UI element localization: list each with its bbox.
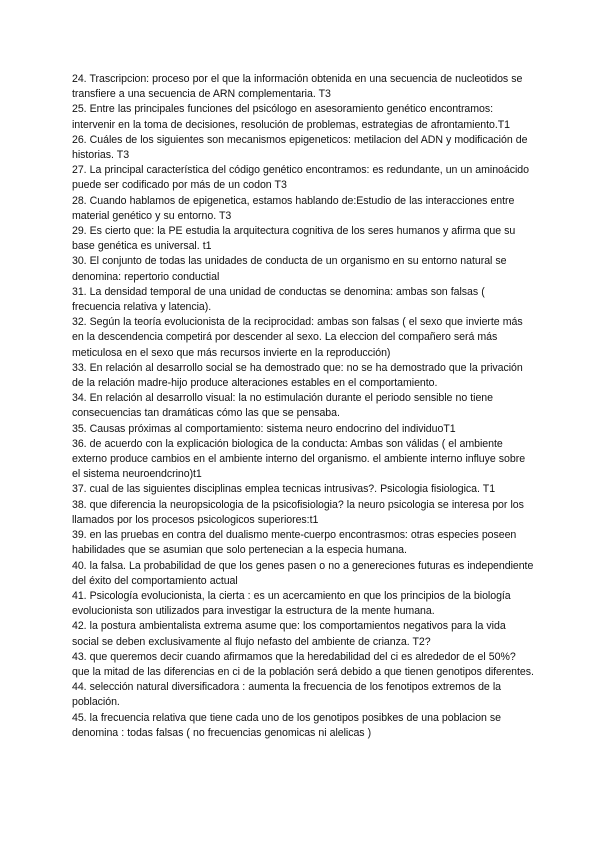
item-28: 28. Cuando hablamos de epigenetica, estamos hablando de:Estudio de las interacciones entre material genético y su entorno. T3	[72, 194, 515, 222]
item-25: 25. Entre las principales funciones del psicólogo en asesoramiento genético encontramos: intervenir en la toma de decisiones, resolución de problemas, estrategias de afrontamiento.T1	[72, 103, 511, 131]
item-24: 24. Trascripcion: proceso por el que la información obtenida en una secuencia de nucleotidos se transfiere a una secuencia de ARN complementaria. T3	[72, 73, 523, 101]
document-page	[72, 72, 534, 741]
item-35: 35. Causas próximas al comportamiento: sistema neuro endocrino del individuoT1	[72, 422, 456, 435]
item-30: 30. El conjunto de todas las unidades de conducta de un organismo en su entorno natural se denomina: repertorio conductial	[72, 255, 507, 283]
item-29: 29. Es cierto que: la PE estudia la arquitectura cognitiva de los seres humanos y afirma que su base genética es universal. t1	[72, 225, 516, 253]
item-45: 45. la frecuencia relativa que tiene cada uno de los genotipos posibkes de una poblacion se denomina : todas falsas ( no frecuencias genomicas ni alelicas )	[72, 711, 501, 739]
item-26: 26. Cuáles de los siguientes son mecanismos epigeneticos: metilacion del ADN y modificación de historias. T3	[72, 133, 528, 162]
item-42: 42. la postura ambientalista extrema asume que: los comportamientos negativos para la vida social se deben exclusivamente al flujo nefasto del ambiente de crianza. T2?	[72, 620, 506, 648]
item-34: 34. En relación al desarrollo visual: la no estimulación durante el periodo sensible no tiene consecuencias tan dramáticas cómo las que se pensaba.	[72, 392, 493, 420]
item-41: 41. Psicología evolucionista, la cierta : es un acercamiento en que los principios de la biología evolucionista son utilizados para investigar la estructura de la mente humana.	[72, 589, 511, 618]
item-44: 44. selección natural diversificadora : aumenta la frecuencia de los fenotipos extremos de la población.	[72, 681, 502, 709]
item-43: 43. que queremos decir cuando afirmamos que la heredabilidad del ci es alrededor de el 50%? que la mitad de las diferencias en ci de la población será debido a que tienen genotipos diferentes.	[72, 650, 534, 678]
item-33: 33. En relación al desarrollo social se ha demostrado que: no se ha demostrado que la privación de la relación madre-hijo produce alteraciones estables en el comportamiento.	[72, 361, 523, 390]
item-36: 36. de acuerdo con la explicación biologica de la conducta: Ambas son válidas ( el ambiente externo produce cambios en el ambiente interno del organismo. el ambiente interno influye sobre el sistema neuroendcrino)t1	[72, 437, 526, 481]
item-31: 31. La densidad temporal de una unidad de conductas se denomina: ambas son falsas ( frecuencia relativa y latencia).	[72, 285, 485, 314]
item-40: 40. la falsa. La probabilidad de que los genes pasen o no a genereciones futuras es independiente del éxito del comportamiento actual	[72, 559, 534, 587]
item-32: 32. Según la teoría evolucionista de la reciprocidad: ambas son falsas ( el sexo que invierte más en la descendencia competirá por descender al sexo. La eleccion del compañero será más meticulosa en el sexo que más recursos invierte en la reproducción)	[72, 316, 523, 359]
item-27: 27. La principal característica del código genético encontramos: es redundante, un un aminoácido puede ser codificado por más de un codon T3	[72, 164, 529, 192]
item-38: 38. que diferencia la neuropsicologia de la psicofisiologia? la neuro psicologia se interesa por los llamados por los procesos psicologicos superiores:t1	[72, 498, 524, 526]
item-39: 39. en las pruebas en contra del dualismo mente-cuerpo encontrasmos: otras especies poseen habilidades que se asumian que solo pertenecian a la especia humana.	[72, 529, 517, 557]
item-37: 37. cual de las siguientes disciplinas emplea tecnicas intrusivas?. Psicologia fisiologica. T1	[72, 483, 496, 496]
